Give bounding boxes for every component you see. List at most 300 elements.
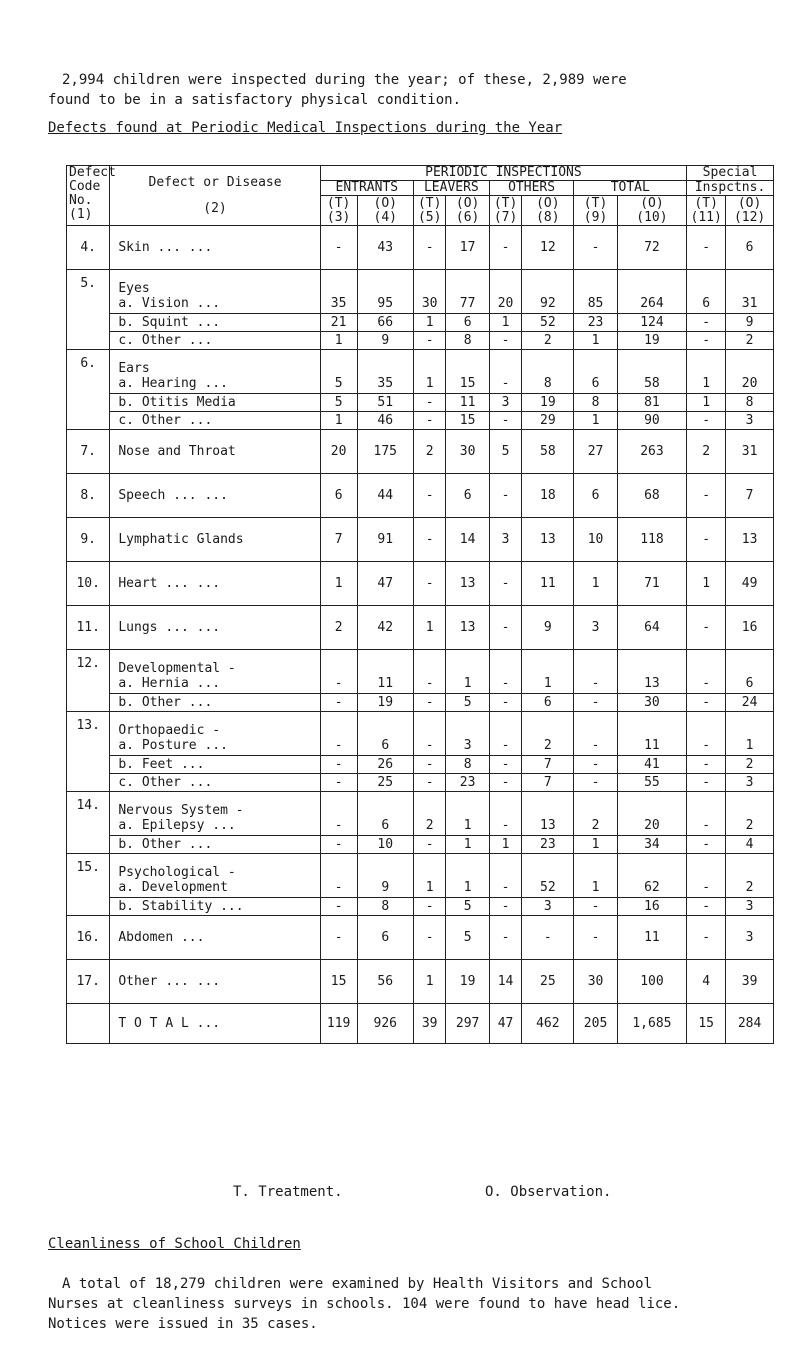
value-cell: 47 xyxy=(489,1004,522,1044)
defect-name xyxy=(110,518,320,562)
header-col-type: (O) xyxy=(640,195,664,211)
defect-label: b. Stability ... xyxy=(118,899,244,914)
value-cell: 11 xyxy=(522,562,574,606)
value-cell: 3 xyxy=(489,518,522,562)
header-code-line2: Code xyxy=(69,179,101,194)
table-row xyxy=(67,898,774,916)
table-row xyxy=(67,916,774,960)
header-col-6 xyxy=(446,196,489,226)
value-cell: 1 xyxy=(413,350,446,394)
section-title: Defects found at Periodic Medical Inspections during the Year xyxy=(48,120,563,136)
defect-label: a. Vision ... xyxy=(118,296,221,311)
table-row xyxy=(67,606,774,650)
defect-label: Lungs ... ... xyxy=(118,620,221,635)
header-code xyxy=(67,165,116,226)
value-cell: - xyxy=(574,916,617,960)
value-cell: 6 xyxy=(726,226,774,270)
value-cell: 3 xyxy=(726,916,774,960)
value-cell: 72 xyxy=(617,226,686,270)
defect-label: b. Otitis Media xyxy=(118,395,236,410)
value-cell: 25 xyxy=(357,774,413,792)
value-cell: 5 xyxy=(320,394,357,412)
value-cell: - xyxy=(320,854,357,898)
value-cell: 2 xyxy=(726,792,774,836)
value-cell: 30 xyxy=(446,430,489,474)
value-cell: 6 xyxy=(687,270,726,314)
value-cell: - xyxy=(687,836,726,854)
table-row xyxy=(67,314,774,332)
value-cell: 21 xyxy=(320,314,357,332)
value-cell: - xyxy=(687,712,726,756)
value-cell: 175 xyxy=(357,430,413,474)
defect-name xyxy=(110,562,320,606)
table-row xyxy=(67,270,774,314)
value-cell: - xyxy=(687,916,726,960)
header-col-12 xyxy=(726,196,774,226)
value-cell: - xyxy=(574,694,617,712)
header-col-number: (10) xyxy=(636,209,668,225)
value-cell: 1 xyxy=(489,836,522,854)
header-code-num: (1) xyxy=(69,207,93,222)
value-cell: - xyxy=(574,226,617,270)
value-cell: - xyxy=(413,226,446,270)
defect-name xyxy=(110,694,320,712)
value-cell: 5 xyxy=(446,694,489,712)
value-cell: 20 xyxy=(726,350,774,394)
value-cell: 23 xyxy=(522,836,574,854)
defect-code xyxy=(67,1004,110,1044)
value-cell: 23 xyxy=(574,314,617,332)
value-cell: 11 xyxy=(446,394,489,412)
value-cell: 2 xyxy=(413,430,446,474)
value-cell: 29 xyxy=(522,412,574,430)
value-cell: - xyxy=(489,774,522,792)
value-cell: - xyxy=(320,916,357,960)
value-cell: - xyxy=(413,774,446,792)
value-cell: 34 xyxy=(617,836,686,854)
value-cell: 3 xyxy=(574,606,617,650)
value-cell: 44 xyxy=(357,474,413,518)
value-cell: 7 xyxy=(522,774,574,792)
value-cell: 264 xyxy=(617,270,686,314)
table-row xyxy=(67,792,774,836)
value-cell: - xyxy=(489,226,522,270)
defect-label: b. Other ... xyxy=(118,695,213,710)
table-row xyxy=(67,394,774,412)
header-col-type: (T) xyxy=(326,195,351,211)
value-cell: 1 xyxy=(687,562,726,606)
value-cell: - xyxy=(489,712,522,756)
table-row xyxy=(67,518,774,562)
header-disease-label: Defect or Disease xyxy=(148,174,282,190)
value-cell: - xyxy=(413,898,446,916)
value-cell: 81 xyxy=(617,394,686,412)
table-row xyxy=(67,430,774,474)
value-cell: - xyxy=(687,332,726,350)
value-cell: 55 xyxy=(617,774,686,792)
value-cell: 39 xyxy=(726,960,774,1004)
value-cell: 11 xyxy=(357,650,413,694)
defect-label: a. Epilepsy ... xyxy=(118,818,236,833)
value-cell: 1 xyxy=(446,792,489,836)
table-row xyxy=(67,960,774,1004)
value-cell: 1 xyxy=(320,562,357,606)
value-cell: 926 xyxy=(357,1004,413,1044)
defect-name xyxy=(110,792,320,836)
value-cell: 13 xyxy=(726,518,774,562)
value-cell: 3 xyxy=(446,712,489,756)
value-cell: 118 xyxy=(617,518,686,562)
header-col-number: (11) xyxy=(690,209,722,225)
value-cell: - xyxy=(413,836,446,854)
value-cell: - xyxy=(320,774,357,792)
value-cell: - xyxy=(574,774,617,792)
header-col-type: (T) xyxy=(417,195,442,211)
intro-paragraph xyxy=(48,70,778,110)
value-cell: - xyxy=(320,898,357,916)
value-cell: 8 xyxy=(574,394,617,412)
value-cell: 6 xyxy=(446,474,489,518)
defect-code: 6. xyxy=(67,350,110,430)
defect-label: Lymphatic Glands xyxy=(118,532,244,547)
value-cell: 13 xyxy=(617,650,686,694)
defect-label: b. Squint ... xyxy=(118,315,221,330)
defect-label: c. Other ... xyxy=(118,775,213,790)
value-cell: 2 xyxy=(320,606,357,650)
value-cell: - xyxy=(489,694,522,712)
value-cell: 2 xyxy=(522,332,574,350)
value-cell: 58 xyxy=(617,350,686,394)
value-cell: - xyxy=(489,756,522,774)
value-cell: - xyxy=(413,694,446,712)
value-cell: 1 xyxy=(574,854,617,898)
value-cell: 10 xyxy=(574,518,617,562)
value-cell: 30 xyxy=(574,960,617,1004)
value-cell: 19 xyxy=(357,694,413,712)
value-cell: 15 xyxy=(446,412,489,430)
table-row xyxy=(67,650,774,694)
defect-code: 12. xyxy=(67,650,110,712)
defect-group-title: Ears xyxy=(118,361,150,376)
value-cell: - xyxy=(413,756,446,774)
header-col-5 xyxy=(413,196,446,226)
value-cell: - xyxy=(489,898,522,916)
header-col-type: (O) xyxy=(373,195,397,211)
value-cell: 11 xyxy=(617,712,686,756)
defect-label: c. Other ... xyxy=(118,413,213,428)
value-cell: 10 xyxy=(357,836,413,854)
value-cell: 90 xyxy=(617,412,686,430)
value-cell: 31 xyxy=(726,270,774,314)
value-cell: 15 xyxy=(320,960,357,1004)
defect-name xyxy=(110,1004,320,1044)
value-cell: 5 xyxy=(446,916,489,960)
value-cell: 16 xyxy=(617,898,686,916)
defect-label: b. Other ... xyxy=(118,837,213,852)
value-cell: 58 xyxy=(522,430,574,474)
value-cell: 92 xyxy=(522,270,574,314)
value-cell: 2 xyxy=(726,756,774,774)
value-cell: - xyxy=(489,562,522,606)
value-cell: - xyxy=(320,226,357,270)
value-cell: 11 xyxy=(617,916,686,960)
defect-name xyxy=(110,960,320,1004)
value-cell: 49 xyxy=(726,562,774,606)
value-cell: 6 xyxy=(357,916,413,960)
value-cell: 19 xyxy=(617,332,686,350)
value-cell: - xyxy=(574,712,617,756)
header-code-line3: No. xyxy=(69,193,93,208)
value-cell: 1 xyxy=(446,650,489,694)
defect-name xyxy=(110,606,320,650)
value-cell: 9 xyxy=(522,606,574,650)
value-cell: 7 xyxy=(522,756,574,774)
defect-label: Other ... ... xyxy=(118,974,221,989)
header-col-number: (3) xyxy=(326,209,351,225)
value-cell: 13 xyxy=(446,606,489,650)
value-cell: 71 xyxy=(617,562,686,606)
defect-code: 4. xyxy=(67,226,110,270)
value-cell: - xyxy=(687,226,726,270)
defect-name xyxy=(110,430,320,474)
value-cell: - xyxy=(687,694,726,712)
value-cell: - xyxy=(489,332,522,350)
value-cell: 1 xyxy=(413,314,446,332)
value-cell: 9 xyxy=(357,854,413,898)
header-entrants: ENTRANTS xyxy=(320,181,413,196)
header-others: OTHERS xyxy=(489,181,574,196)
value-cell: - xyxy=(687,650,726,694)
defect-name xyxy=(110,474,320,518)
value-cell: - xyxy=(320,756,357,774)
defect-label: Nose and Throat xyxy=(118,444,236,459)
value-cell: 68 xyxy=(617,474,686,518)
value-cell: 8 xyxy=(357,898,413,916)
defect-label: Heart ... ... xyxy=(118,576,221,591)
defect-name xyxy=(110,350,320,394)
defect-code: 15. xyxy=(67,854,110,916)
value-cell: - xyxy=(413,712,446,756)
value-cell: 56 xyxy=(357,960,413,1004)
table-row xyxy=(67,756,774,774)
defect-label: Speech ... ... xyxy=(118,488,228,503)
defect-group-title: Developmental - xyxy=(118,661,236,676)
table-row xyxy=(67,332,774,350)
value-cell: - xyxy=(489,650,522,694)
defect-name xyxy=(110,412,320,430)
value-cell: - xyxy=(320,712,357,756)
value-cell: 6 xyxy=(446,314,489,332)
value-cell: 46 xyxy=(357,412,413,430)
value-cell: 2 xyxy=(726,332,774,350)
defect-name xyxy=(110,332,320,350)
value-cell: 1 xyxy=(320,412,357,430)
value-cell: 1 xyxy=(489,314,522,332)
header-total: TOTAL xyxy=(574,181,687,196)
header-col-type: (O) xyxy=(737,195,762,211)
defect-name xyxy=(110,854,320,898)
value-cell: 24 xyxy=(726,694,774,712)
value-cell: 1 xyxy=(413,854,446,898)
legend-observation: O. Observation. xyxy=(485,1184,612,1200)
cleanliness-line-1: A total of 18,279 children were examined by Health Visitors and School xyxy=(62,1276,653,1292)
table-row xyxy=(67,774,774,792)
value-cell: 52 xyxy=(522,314,574,332)
defect-name xyxy=(110,394,320,412)
value-cell: - xyxy=(413,518,446,562)
defect-code: 10. xyxy=(67,562,110,606)
value-cell: 8 xyxy=(446,756,489,774)
value-cell: 6 xyxy=(320,474,357,518)
value-cell: 3 xyxy=(726,774,774,792)
defect-name xyxy=(110,756,320,774)
value-cell: 2 xyxy=(574,792,617,836)
value-cell: 85 xyxy=(574,270,617,314)
table-row xyxy=(67,836,774,854)
table-row xyxy=(67,474,774,518)
value-cell: - xyxy=(687,314,726,332)
defect-group-title: Psychological - xyxy=(118,865,236,880)
value-cell: 4 xyxy=(687,960,726,1004)
value-cell: 23 xyxy=(446,774,489,792)
value-cell: - xyxy=(489,854,522,898)
table-row xyxy=(67,412,774,430)
defect-label: b. Feet ... xyxy=(118,757,205,772)
value-cell: 27 xyxy=(574,430,617,474)
value-cell: 6 xyxy=(357,712,413,756)
header-col-type: (O) xyxy=(455,195,480,211)
value-cell: 3 xyxy=(489,394,522,412)
value-cell: - xyxy=(687,854,726,898)
value-cell: 462 xyxy=(522,1004,574,1044)
defect-code: 9. xyxy=(67,518,110,562)
value-cell: - xyxy=(413,650,446,694)
value-cell: - xyxy=(687,756,726,774)
value-cell: 1 xyxy=(574,836,617,854)
value-cell: - xyxy=(574,756,617,774)
value-cell: 2 xyxy=(522,712,574,756)
value-cell: 2 xyxy=(687,430,726,474)
value-cell: 77 xyxy=(446,270,489,314)
header-disease xyxy=(110,166,320,226)
intro-line-2: found to be in a satisfactory physical condition. xyxy=(48,92,462,108)
header-special-2: Inspctns. xyxy=(687,181,774,196)
defect-name xyxy=(110,712,320,756)
value-cell: 1 xyxy=(413,960,446,1004)
header-col-number: (7) xyxy=(493,209,518,225)
value-cell: - xyxy=(522,916,574,960)
value-cell: 3 xyxy=(522,898,574,916)
table-row xyxy=(67,562,774,606)
value-cell: 8 xyxy=(522,350,574,394)
defect-code: 8. xyxy=(67,474,110,518)
value-cell: 19 xyxy=(446,960,489,1004)
value-cell: 31 xyxy=(726,430,774,474)
value-cell: 1 xyxy=(446,836,489,854)
value-cell: 297 xyxy=(446,1004,489,1044)
value-cell: 205 xyxy=(574,1004,617,1044)
value-cell: 66 xyxy=(357,314,413,332)
defect-name xyxy=(110,226,320,270)
defect-name xyxy=(110,916,320,960)
defect-group-title: Orthopaedic - xyxy=(118,723,221,738)
value-cell: 20 xyxy=(617,792,686,836)
defect-code: 11. xyxy=(67,606,110,650)
value-cell: 3 xyxy=(726,898,774,916)
value-cell: 41 xyxy=(617,756,686,774)
value-cell: - xyxy=(320,694,357,712)
value-cell: 20 xyxy=(320,430,357,474)
value-cell: 2 xyxy=(413,792,446,836)
value-cell: - xyxy=(489,412,522,430)
value-cell: 12 xyxy=(522,226,574,270)
header-special: Special xyxy=(687,166,774,181)
defect-name xyxy=(110,650,320,694)
value-cell: 1 xyxy=(522,650,574,694)
value-cell: - xyxy=(687,412,726,430)
header-disease-num: (2) xyxy=(203,200,227,216)
header-col-9 xyxy=(574,196,617,226)
table-row xyxy=(67,1004,774,1044)
defect-label: a. Hernia ... xyxy=(118,676,221,691)
value-cell: - xyxy=(489,792,522,836)
value-cell: 6 xyxy=(574,350,617,394)
value-cell: 3 xyxy=(726,412,774,430)
value-cell: 13 xyxy=(522,792,574,836)
defect-code: 7. xyxy=(67,430,110,474)
table-row xyxy=(67,350,774,394)
header-code-line1: Defect xyxy=(69,165,116,180)
value-cell: 6 xyxy=(522,694,574,712)
defect-label: a. Posture ... xyxy=(118,738,228,753)
value-cell: - xyxy=(687,792,726,836)
value-cell: 6 xyxy=(574,474,617,518)
value-cell: 30 xyxy=(413,270,446,314)
value-cell: 14 xyxy=(446,518,489,562)
value-cell: 14 xyxy=(489,960,522,1004)
value-cell: 64 xyxy=(617,606,686,650)
header-col-number: (4) xyxy=(373,209,397,225)
table-row xyxy=(67,226,774,270)
value-cell: 1 xyxy=(687,350,726,394)
value-cell: - xyxy=(413,412,446,430)
value-cell: 15 xyxy=(687,1004,726,1044)
header-col-10 xyxy=(617,196,686,226)
value-cell: - xyxy=(687,774,726,792)
header-col-7 xyxy=(489,196,522,226)
value-cell: 8 xyxy=(726,394,774,412)
value-cell: - xyxy=(489,350,522,394)
value-cell: 7 xyxy=(726,474,774,518)
header-col-number: (8) xyxy=(536,209,560,225)
defect-code: 14. xyxy=(67,792,110,854)
value-cell: 6 xyxy=(726,650,774,694)
intro-line-1: 2,994 children were inspected during the year; of these, 2,989 were xyxy=(62,72,627,88)
value-cell: 52 xyxy=(522,854,574,898)
defect-code: 17. xyxy=(67,960,110,1004)
defects-table xyxy=(66,165,774,1044)
value-cell: - xyxy=(413,474,446,518)
value-cell: 7 xyxy=(320,518,357,562)
value-cell: 17 xyxy=(446,226,489,270)
value-cell: 1 xyxy=(574,412,617,430)
value-cell: - xyxy=(489,474,522,518)
value-cell: 15 xyxy=(446,350,489,394)
value-cell: 119 xyxy=(320,1004,357,1044)
defect-code: 5. xyxy=(67,270,110,350)
value-cell: 5 xyxy=(489,430,522,474)
header-leavers: LEAVERS xyxy=(413,181,489,196)
